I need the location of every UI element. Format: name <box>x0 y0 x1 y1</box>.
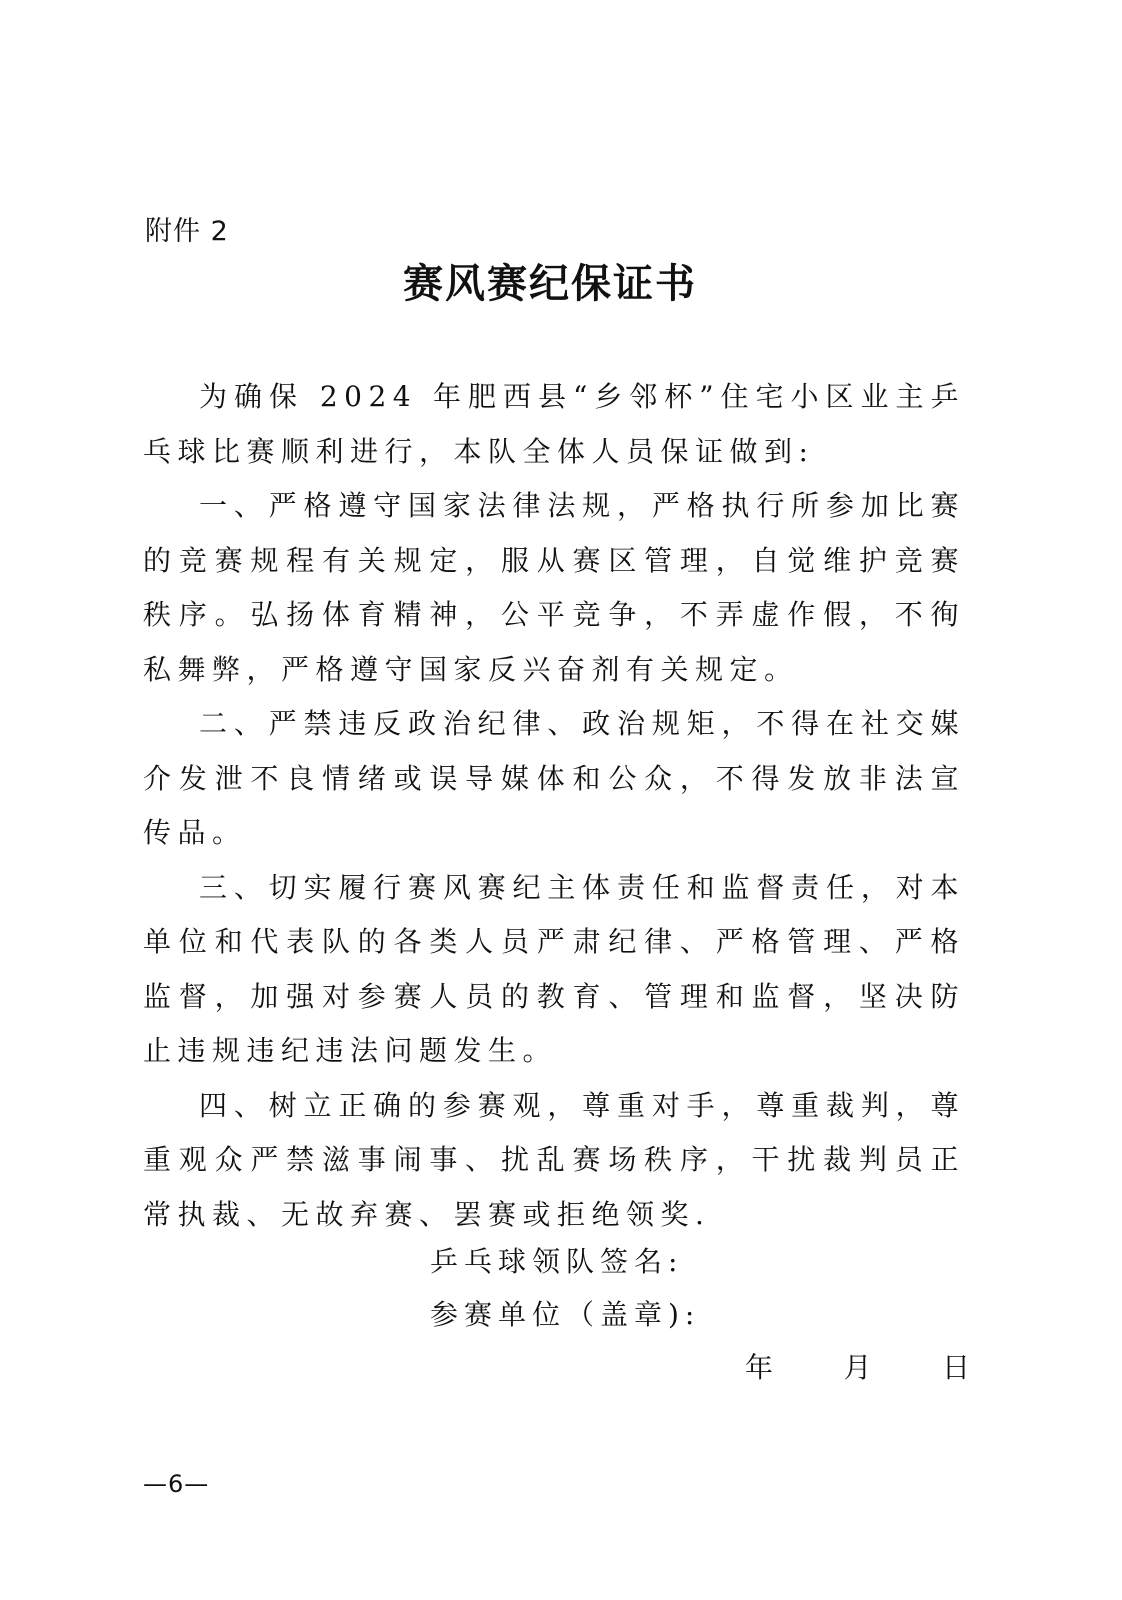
team-leader-signature-label: 乒乓球领队签名: <box>430 1245 684 1278</box>
paragraph-item-2: 二、严禁违反政治纪律、政治规矩，不得在社交媒介发泄不良情绪或误导媒体和公众，不得发放非法宣传品。 <box>143 707 965 849</box>
document-body <box>143 370 965 1242</box>
document-title: 赛风赛纪保证书 <box>403 261 697 307</box>
date-day-label: 日 <box>941 1351 970 1384</box>
date-year-label: 年 <box>745 1351 774 1384</box>
paragraph-intro: 为确保 2024 年肥西县“乡邻杯”住宅小区业主乒乓球比赛顺利进行，本队全体人员保证做到: <box>143 380 965 468</box>
participating-unit-seal-label: 参赛单位（盖章): <box>430 1298 701 1331</box>
date-line <box>745 1348 970 1388</box>
paragraph-item-3: 三、切实履行赛风赛纪主体责任和监督责任，对本单位和代表队的各类人员严肃纪律、严格管理、严格监督，加强对参赛人员的教育、管理和监督，坚决防止违规违纪违法问题发生。 <box>143 870 965 1067</box>
paragraph-item-4: 四、树立正确的参赛观，尊重对手，尊重裁判，尊重观众严禁滋事闹事、扰乱赛场秩序，干扰裁判员正常执裁、无故弃赛、罢赛或拒绝领奖. <box>143 1088 965 1231</box>
paragraph-item-1: 一、严格遵守国家法律法规，严格执行所参加比赛的竞赛规程有关规定，服从赛区管理，自觉维护竞赛秩序。弘扬体育精神，公平竞争，不弄虚作假，不徇私舞弊，严格遵守国家反兴奋剂有关规定。 <box>143 489 965 686</box>
attachment-label: 附件 2 <box>145 216 229 247</box>
date-month-label: 月 <box>843 1351 872 1384</box>
page-number: —6— <box>143 1470 210 1498</box>
